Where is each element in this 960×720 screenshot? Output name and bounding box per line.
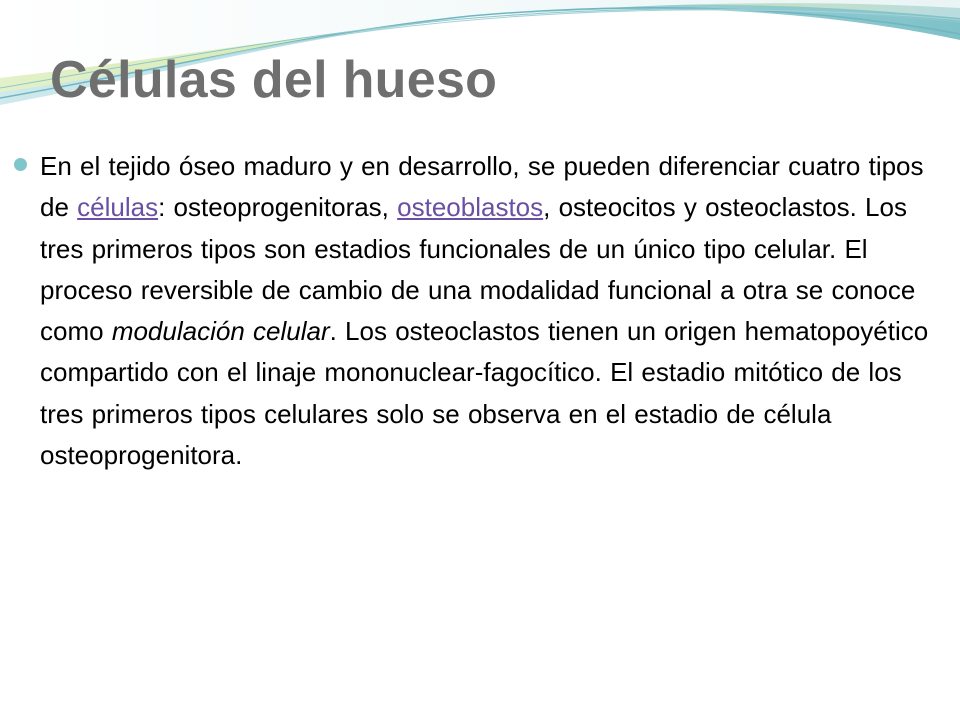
paragraph [40, 146, 947, 476]
paragraph-text-1: En el tejido óseo maduro y en desarrollo, se pueden diferenciar cuatro tipos de [40, 151, 924, 223]
list-item [12, 146, 947, 476]
emphasis-text: modulación celular [111, 316, 330, 347]
bullet-icon [14, 158, 27, 171]
link-celulas[interactable]: células [77, 192, 159, 223]
content-list [12, 146, 947, 476]
paragraph-text-2: : osteoprogenitoras, [158, 192, 398, 223]
link-osteoblastos[interactable]: osteoblastos [397, 192, 544, 223]
slide-title: Células del hueso [50, 51, 498, 109]
paragraph-text-3: , osteocitos y osteoclastos. Los tres primeros tipos son estadios funcionales de un único tipo celular. El proceso reversible de cambio de una modalidad funcional a otra se conoce como [40, 192, 916, 347]
paragraph-text-4: . Los osteoclastos tienen un origen hematopoyético compartido con el linaje mononuclear-fagocítico. El estadio mitótico de los tres primeros tipos celulares solo se observa en el estadio de célula osteoprogenitora. [40, 316, 929, 471]
